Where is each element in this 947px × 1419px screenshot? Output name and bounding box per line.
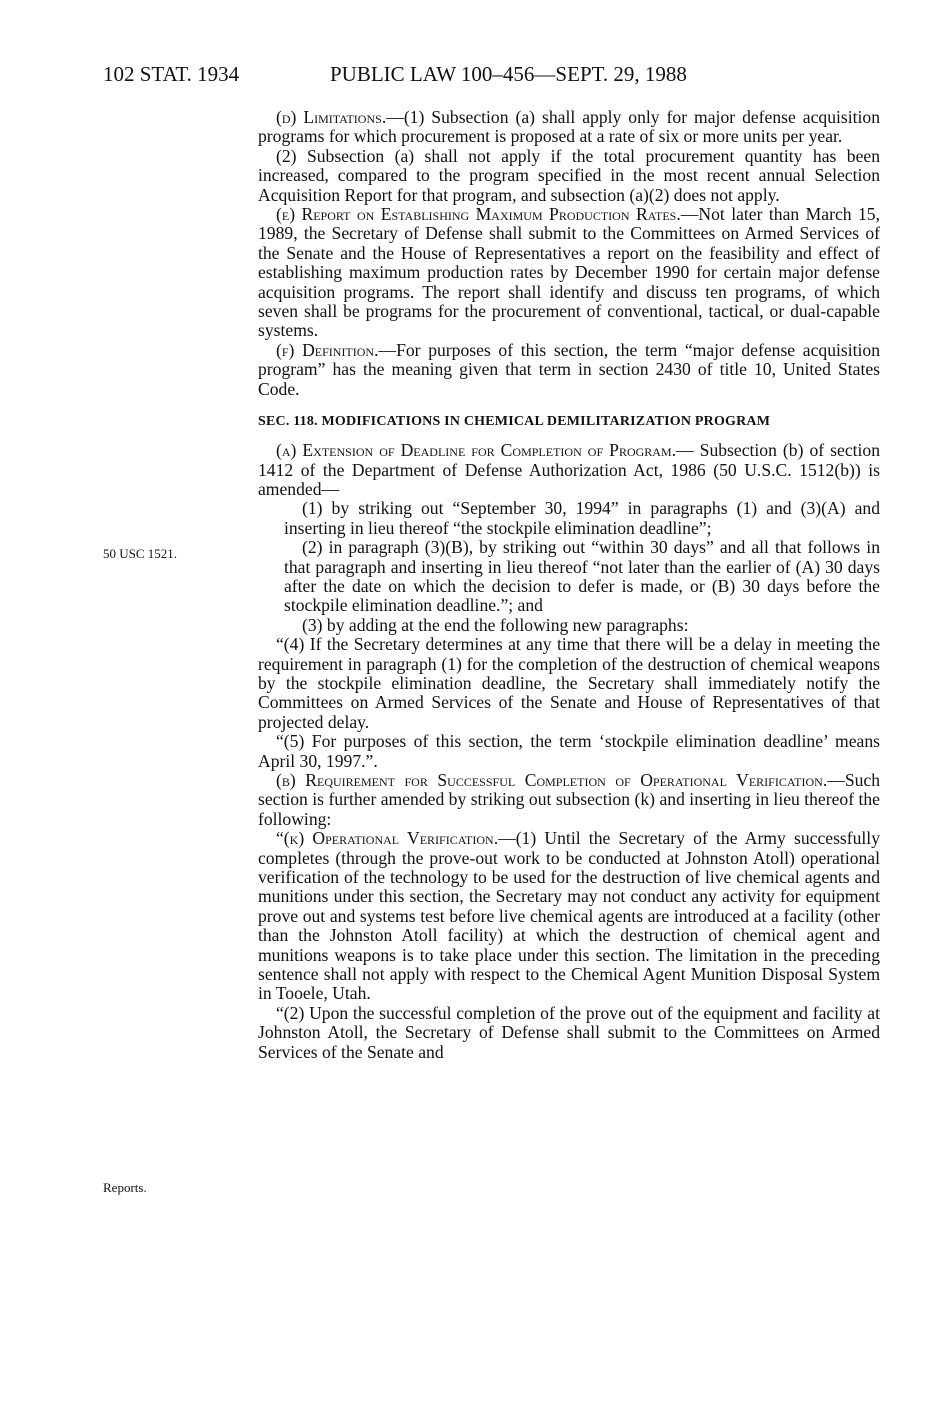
para-quoted-5: “(5) For purposes of this section, the term ‘stockpile elimination deadline’ means April 30, 1997.”. (258, 731, 880, 771)
para-a (258, 441, 880, 499)
heading-e-report: (e) Report on Establishing Maximum Production Rates. (276, 204, 681, 225)
margin-note-usc: 50 USC 1521. (103, 546, 178, 561)
para-k2: “(2) Upon the successful completion of the prove out of the equipment and facility at Johnston Atoll, the Secretary of Defense shall submit to the Committees on Armed Services of the Senate and (258, 1002, 880, 1062)
para-k1 (258, 829, 880, 1004)
para-e (258, 205, 880, 341)
para-d1 (258, 108, 880, 147)
para-b (258, 771, 880, 829)
para-f (258, 341, 880, 399)
para-quoted-4: “(4) If the Secretary determines at any time that there will be a delay in meeting the requirement in paragraph (1) for the completion of the destruction of chemical weapons by the stockpile elimination deadline, the Secretary shall immediately notify the Committees on Armed Services of the Senate and House of Representatives of that projected delay. (258, 634, 880, 732)
text-b: —Such section is further amended by striking out subsection (k) and inserting in lieu thereof the following: (258, 770, 880, 829)
heading-d-limitations: (d) Limitations. (276, 107, 387, 127)
document-body (258, 108, 880, 1062)
text-f: —For purposes of this section, the term “major defense acquisition program” has the meaning given that term in section 2430 of title 10, United States Code. (258, 339, 880, 399)
para-d2: (2) Subsection (a) shall not apply if the total procurement quantity has been increased, compared to the program specified in the most recent annual Selection Acquisition Report for that program, and subsection (a)(2) does not apply. (258, 145, 880, 205)
heading-a-extension: (a) Extension of Deadline for Completion of Program. (276, 440, 677, 461)
public-law-citation: PUBLIC LAW 100–456—SEPT. 29, 1988 (330, 62, 687, 86)
text-e: —Not later than March 15, 1989, the Secretary of Defense shall submit to the Committees on Armed Services of the Senate and the House of Representatives a report on the feasibility and effect of establishing maximum production rates by December 1990 for certain major defense acquisition programs. The report shall identify and discuss ten programs, of which seven shall be programs for the procurement of conventional, tactical, or dual-capable systems. (258, 204, 880, 341)
text-k1: —(1) Until the Secretary of the Army successfully completes (through the prove-out work to be conducted at Johnston Atoll) operational verification of the technology to be used for the destruction of live chemical agents and munitions under this section, the Secretary may not conduct any activity for equipment prove out and systems test before live chemical agents are introduced at a facility (other than the Johnston Atoll facility) at which the destruction of chemical agent and munitions weapons is to take place under this section. The limitation in the preceding sentence shall not apply with respect to the Chemical Agent Munition Disposal System in Tooele, Utah. (258, 828, 880, 1004)
heading-k-operational: “(k) Operational Verification. (276, 828, 499, 849)
section-118-heading: SEC. 118. MODIFICATIONS IN CHEMICAL DEMILITARIZATION PROGRAM (258, 414, 771, 430)
para-a2: (2) in paragraph (3)(B), by striking out “within 30 days” and all that follows in that paragraph and inserting in lieu thereof “not later than the earlier of (A) 30 days after the date on which the decision to defer is made, or (B) 30 days before the stockpile elimination deadline.”; and (284, 537, 880, 616)
margin-note-reports: Reports. (103, 1180, 147, 1195)
para-a1: (1) by striking out “September 30, 1994” in paragraphs (1) and (3)(A) and inserting in lieu thereof “the stockpile elimination deadline”; (284, 498, 880, 538)
para-a3: (3) by adding at the end the following new paragraphs: (302, 614, 689, 635)
text-a: — Subsection (b) of section 1412 of the Department of Defense Authorization Act, 1986 (50 U.S.C. 1512(b)) is amended— (258, 440, 880, 499)
page-header (0, 62, 947, 92)
heading-f-definition: (f) Definition. (276, 339, 379, 360)
heading-b-requirement: (b) Requirement for Successful Completion of Operational Verification. (276, 770, 828, 790)
stat-page-number: 102 STAT. 1934 (103, 62, 240, 86)
text-d1: —(1) Subsection (a) shall apply only for major defense acquisition programs for which procurement is proposed at a rate of six or more units per year. (258, 107, 880, 147)
